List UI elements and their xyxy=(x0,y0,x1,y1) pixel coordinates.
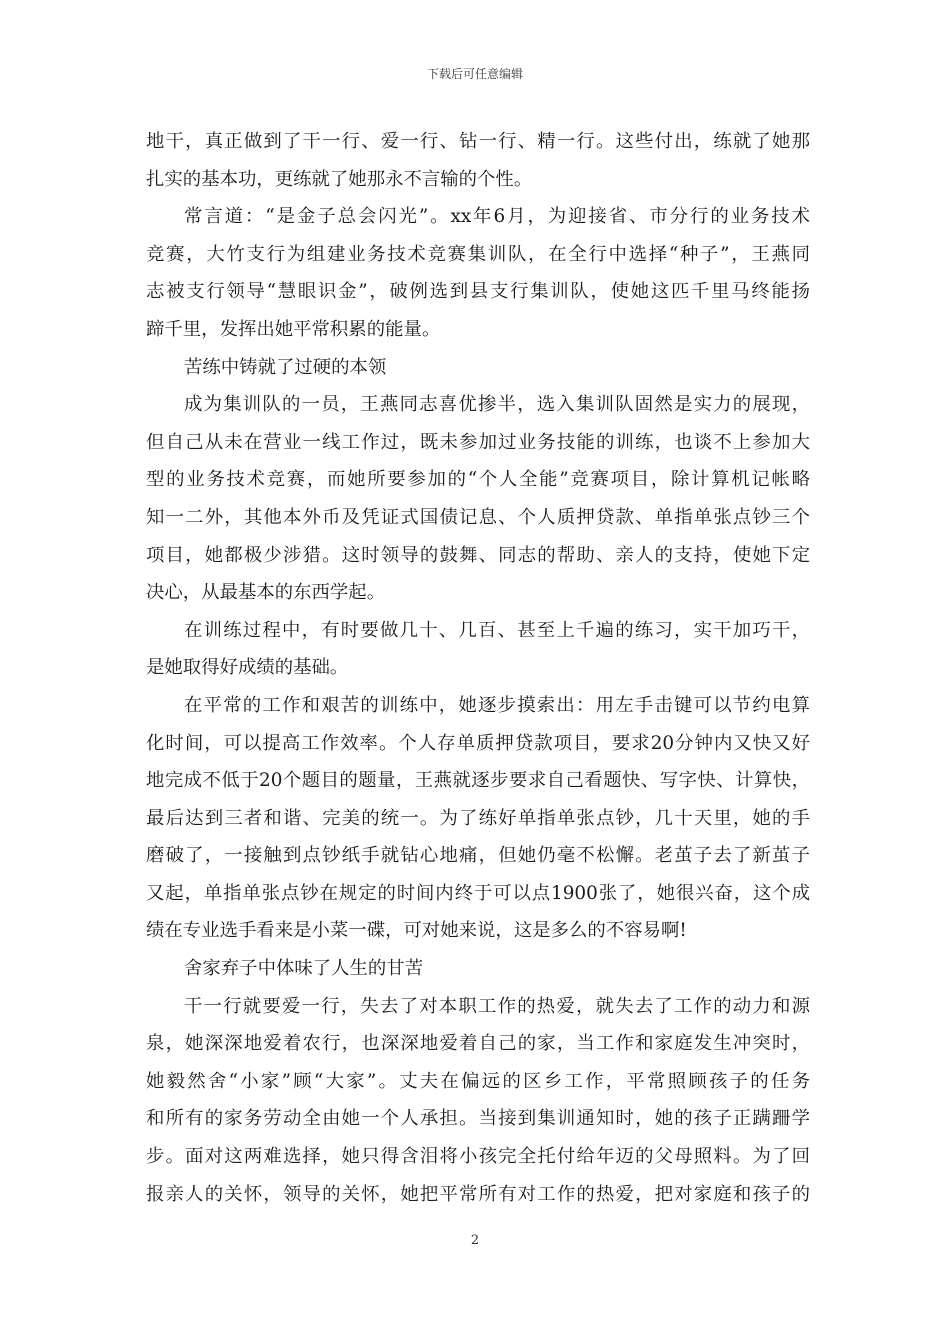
text-line: 步。面对这两难选择，她只得含泪将小孩完全托付给年迈的父母照料。为了回 xyxy=(146,1146,810,1168)
text-line: 但自己从未在营业一线工作过，既未参加过业务技能的训练，也谈不上参加大 xyxy=(146,431,810,453)
text-line: 地完成不低于20个题目的题量，王燕就逐步要求自己看题快、写字快、计算快， xyxy=(146,770,810,792)
text-line: 是她取得好成绩的基础。 xyxy=(146,657,349,679)
text-line: 苦练中铸就了过硬的本领 xyxy=(184,356,387,378)
text-line: 决心，从最基本的东西学起。 xyxy=(146,582,386,604)
text-line: 型的业务技术竞赛，而她所要参加的“个人全能”竞赛项目，除计算机记帐略 xyxy=(146,469,810,491)
text-line: 干一行就要爱一行，失去了对本职工作的热爱，就失去了工作的动力和源 xyxy=(184,995,810,1017)
text-line: 她毅然舍“小家”顾“大家”。丈夫在偏远的区乡工作，平常照顾孩子的任务 xyxy=(146,1070,810,1092)
text-line: 和所有的家务劳动全由她一个人承担。当接到集训通知时，她的孩子正蹒跚学 xyxy=(146,1108,810,1130)
text-line: 蹄千里，发挥出她平常积累的能量。 xyxy=(146,318,441,340)
document-body xyxy=(146,123,810,1213)
text-line: 成为集训队的一员，王燕同志喜优掺半，选入集训队固然是实力的展现， xyxy=(184,394,810,416)
text-line: 项目，她都极少涉猎。这时领导的鼓舞、同志的帮助、亲人的支持，使她下定 xyxy=(146,544,810,566)
page-header: 下载后可任意编辑 xyxy=(426,67,523,81)
text-line: 最后达到三者和谐、完美的统一。为了练好单指单张点钞，几十天里，她的手 xyxy=(146,807,810,829)
text-line: 在训练过程中，有时要做几十、几百、甚至上千遍的练习，实干加巧干， xyxy=(184,619,810,641)
text-line: 报亲人的关怀，领导的关怀，她把平常所有对工作的热爱，把对家庭和孩子的 xyxy=(146,1183,810,1205)
text-line: 泉，她深深地爱着农行，也深深地爱着自己的家，当工作和家庭发生冲突时， xyxy=(146,1033,810,1055)
text-line: 竞赛，大竹支行为组建业务技术竞赛集训队，在全行中选择“种子”，王燕同 xyxy=(146,243,810,265)
page-number: 2 xyxy=(470,1233,480,1248)
text-line: 又起，单指单张点钞在规定的时间内终于可以点1900张了，她很兴奋，这个成 xyxy=(146,882,810,904)
text-line: 磨破了，一接触到点钞纸手就钻心地痛，但她仍毫不松懈。老茧子去了新茧子 xyxy=(146,845,810,867)
text-line: 志被支行领导“慧眼识金”，破例选到县支行集训队，使她这匹千里马终能扬 xyxy=(146,281,810,303)
text-line: 知一二外，其他本外币及凭证式国债记息、个人质押贷款、单指单张点钞三个 xyxy=(146,506,810,528)
text-line: 在平常的工作和艰苦的训练中，她逐步摸索出：用左手击键可以节约电算 xyxy=(184,694,810,716)
text-line: 绩在专业选手看来是小菜一碟，可对她来说，这是多么的不容易啊! xyxy=(146,920,687,942)
text-line: 地干，真正做到了干一行、爱一行、钻一行、精一行。这些付出，练就了她那 xyxy=(146,131,810,152)
text-line: 化时间，可以提高工作效率。个人存单质押贷款项目，要求20分钟内又快又好 xyxy=(146,732,810,754)
text-line: 扎实的基本功，更练就了她那永不言输的个性。 xyxy=(146,168,533,190)
text-line: 舍家弃子中体味了人生的甘苦 xyxy=(184,958,424,980)
text-line: 常言道：“是金子总会闪光”。xx年6月，为迎接省、市分行的业务技术 xyxy=(184,206,810,228)
